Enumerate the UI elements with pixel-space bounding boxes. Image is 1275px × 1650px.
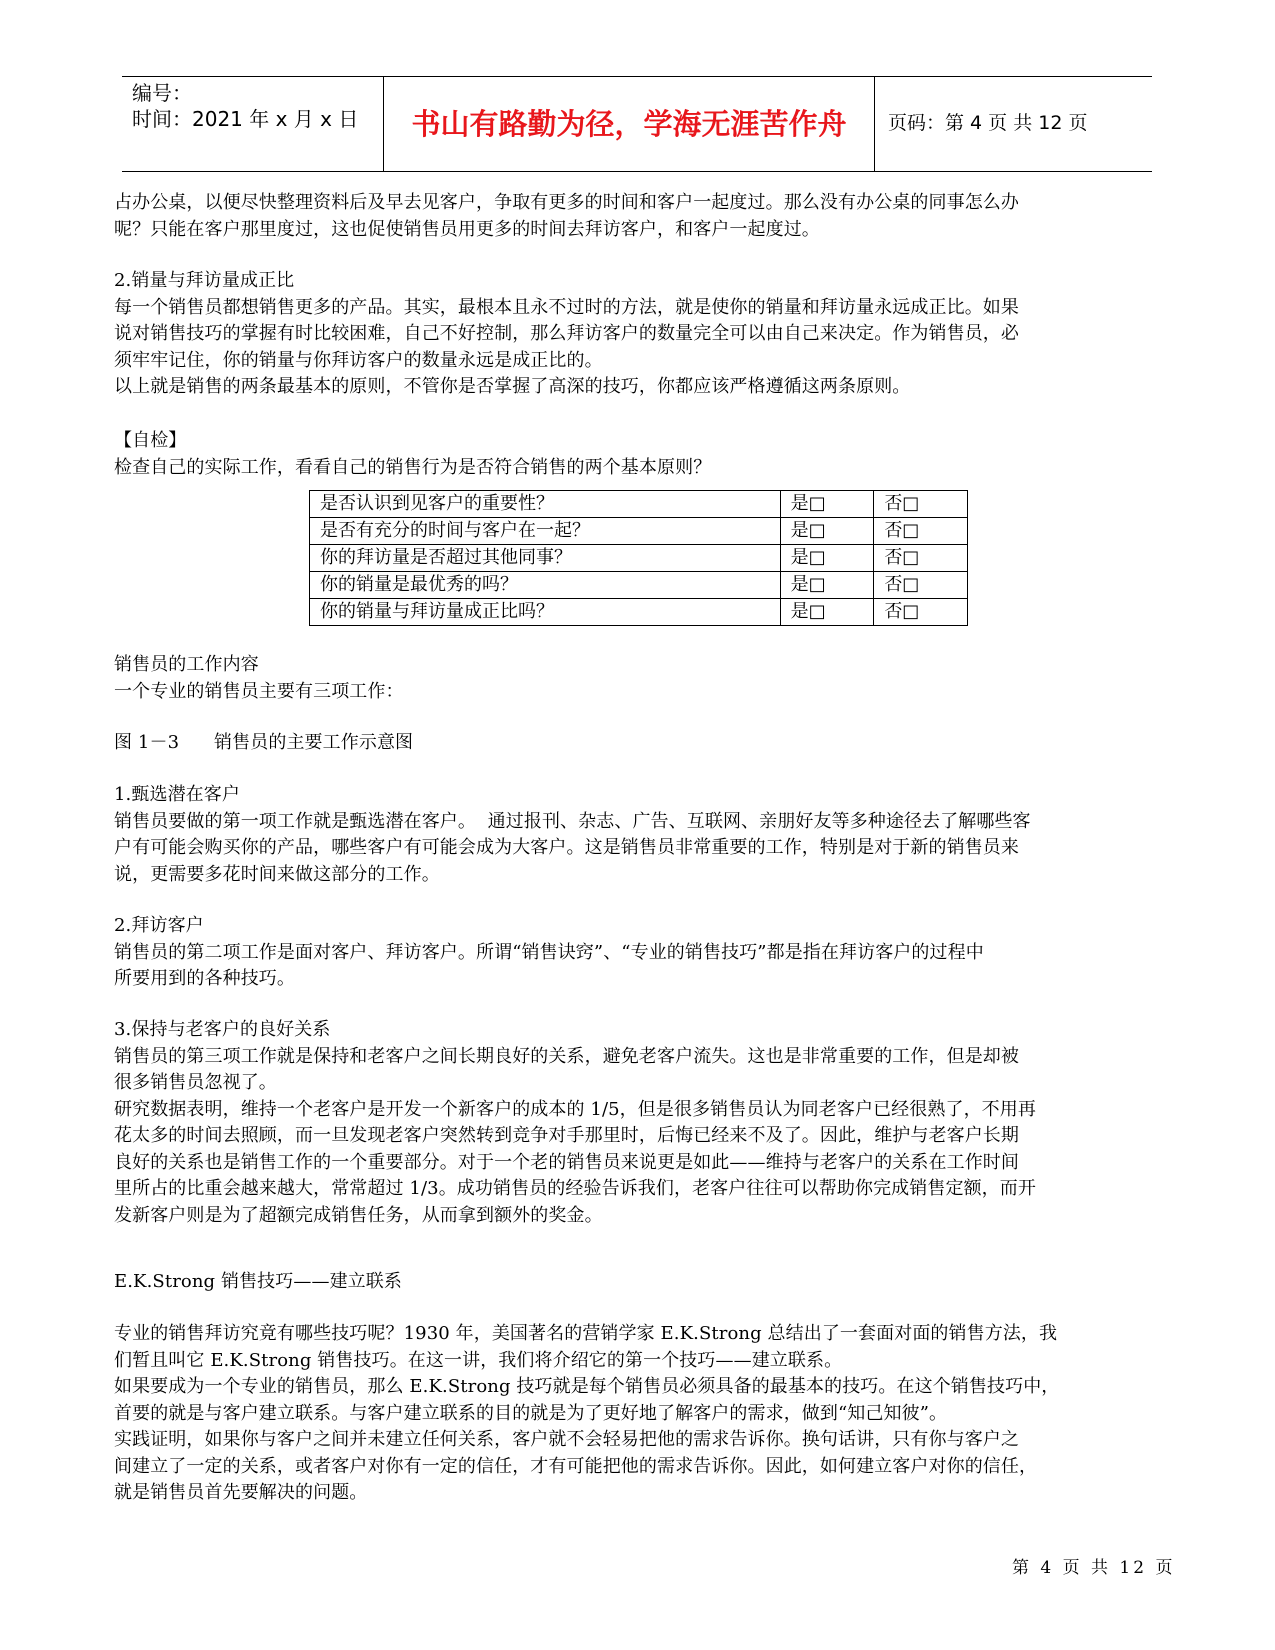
text-line: 里所占的比重会越来越大，常常超过 1/3。成功销售员的经验告诉我们，老客户往往可以帮助你完成销售定额，而开	[114, 1178, 1036, 1199]
text-line: 花太多的时间去照顾，而一旦发现老客户突然转到竞争对手那里时，后悔已经来不及了。因此，维护与老客户长期	[114, 1125, 1019, 1146]
text-line: 每一个销售员都想销售更多的产品。其实，最根本且永不过时的方法，就是使你的销量和拜访量永远成正比。如果	[114, 296, 1019, 318]
text-line: 们暂且叫它 E.K.Strong 销售技巧。在这一讲，我们将介绍它的第一个技巧——建立联系。	[114, 1349, 843, 1371]
section-heading: 销售员的工作内容	[114, 654, 259, 675]
intro-paragraph	[114, 190, 1164, 243]
document-number-label: 编号：	[132, 81, 192, 105]
text-line: 销售员要做的第一项工作就是甄选潜在客户。 通过报刊、杂志、广告、互联网、亲朋好友等多种途径去了解哪些客	[114, 810, 1031, 832]
no-checkbox[interactable]: 否□	[874, 545, 968, 572]
table-row	[310, 572, 968, 599]
text-line: 说，更需要多花时间来做这部分的工作。	[114, 863, 440, 885]
figure-caption: 图 1－3 销售员的主要工作示意图	[114, 732, 414, 753]
question-cell: 是否认识到见客户的重要性？	[310, 491, 781, 518]
text-line: 占办公桌，以便尽快整理资料后及早去见客户，争取有更多的时间和客户一起度过。那么没有办公桌的同事怎么办	[114, 192, 1019, 213]
section-heading: 2.拜访客户	[114, 915, 204, 936]
table-row	[310, 545, 968, 572]
work-item-retention	[114, 1017, 1164, 1229]
self-check-table	[309, 490, 968, 626]
yes-checkbox[interactable]: 是□	[780, 572, 874, 599]
document-time-label: 时间：2021 年 x 月 x 日	[132, 107, 359, 131]
question-cell: 你的拜访量是否超过其他同事？	[310, 545, 781, 572]
text-line: 良好的关系也是销售工作的一个重要部分。对于一个老的销售员来说更是如此——维持与老客户的关系在工作时间	[114, 1151, 1019, 1173]
text-line: 就是销售员首先要解决的问题。	[114, 1482, 368, 1503]
yes-checkbox[interactable]: 是□	[780, 599, 874, 626]
text-line: 说对销售技巧的掌握有时比较困难，自己不好控制，那么拜访客户的数量完全可以由自己来决定。作为销售员，必	[114, 323, 1019, 344]
no-checkbox[interactable]: 否□	[874, 599, 968, 626]
text-line: 研究数据表明，维持一个老客户是开发一个新客户的成本的 1/5，但是很多销售员认为同老客户已经很熟了，不用再	[114, 1098, 1036, 1120]
question-cell: 你的销量是最优秀的吗？	[310, 572, 781, 599]
header-page-cell	[874, 77, 1152, 171]
yes-checkbox[interactable]: 是□	[780, 518, 874, 545]
section-sales-visits	[114, 268, 1164, 401]
text-line: 首要的就是与客户建立联系。与客户建立联系的目的就是为了更好地了解客户的需求，做到“知己知彼”。	[114, 1402, 948, 1424]
header-left-cell	[122, 77, 382, 171]
no-checkbox[interactable]: 否□	[874, 572, 968, 599]
text-line: 发新客户则是为了超额完成销售任务，从而拿到额外的奖金。	[114, 1204, 603, 1226]
ek-strong-section	[114, 1321, 1164, 1507]
table-row	[310, 518, 968, 545]
text-line: 检查自己的实际工作，看看自己的销售行为是否符合销售的两个基本原则？	[114, 456, 712, 478]
text-line: 须牢牢记住，你的销量与你拜访客户的数量永远是成正比的。	[114, 349, 603, 371]
text-line: 很多销售员忽视了。	[114, 1072, 277, 1093]
text-line: 以上就是销售的两条最基本的原则，不管你是否掌握了高深的技巧，你都应该严格遵循这两条原则。	[114, 376, 911, 397]
table-row	[310, 491, 968, 518]
section-heading: 1.甄选潜在客户	[114, 784, 240, 805]
no-checkbox[interactable]: 否□	[874, 491, 968, 518]
no-checkbox[interactable]: 否□	[874, 518, 968, 545]
text-line: 户有可能会购买你的产品，哪些客户有可能会成为大客户。这是销售员非常重要的工作，特别是对于新的销售员来	[114, 837, 1019, 858]
header-page-info: 页码：第 4 页 共 12 页	[888, 112, 1088, 134]
header-motto-cell	[383, 77, 875, 171]
ek-strong-heading: E.K.Strong 销售技巧——建立联系	[114, 1271, 402, 1292]
text-line: 实践证明，如果你与客户之间并未建立任何关系，客户就不会轻易把他的需求告诉你。换句话讲，只有你与客户之	[114, 1429, 1019, 1450]
yes-checkbox[interactable]: 是□	[780, 545, 874, 572]
work-item-visiting	[114, 913, 1164, 993]
text-line: 如果要成为一个专业的销售员，那么 E.K.Strong 技巧就是每个销售员必须具备的最基本的技巧。在这个销售技巧中，	[114, 1376, 1060, 1397]
page-footer: 第 4 页 共 12 页	[1012, 1558, 1176, 1578]
text-line: 呢？只能在客户那里度过，这也促使销售员用更多的时间去拜访客户，和客户一起度过。	[114, 218, 820, 240]
section-heading: 【自检】	[114, 430, 187, 451]
self-check-section	[114, 428, 1164, 481]
question-cell: 是否有充分的时间与客户在一起？	[310, 518, 781, 545]
page-header	[122, 76, 1152, 172]
text-line: 所要用到的各种技巧。	[114, 968, 295, 989]
work-content-section	[114, 652, 1164, 705]
text-line: 间建立了一定的关系，或者客户对你有一定的信任，才有可能把他的需求告诉你。因此，如何建立客户对你的信任，	[114, 1455, 1038, 1477]
question-cell: 你的销量与拜访量成正比吗？	[310, 599, 781, 626]
yes-checkbox[interactable]: 是□	[780, 491, 874, 518]
text-line: 一个专业的销售员主要有三项工作：	[114, 680, 404, 702]
section-heading: 2.销量与拜访量成正比	[114, 270, 295, 291]
text-line: 销售员的第三项工作就是保持和老客户之间长期良好的关系，避免老客户流失。这也是非常重要的工作，但是却被	[114, 1045, 1019, 1067]
text-line: 销售员的第二项工作是面对客户、拜访客户。所谓“销售诀窍”、“专业的销售技巧”都是指在拜访客户的过程中	[114, 941, 984, 963]
work-item-prospecting	[114, 782, 1164, 888]
table-row	[310, 599, 968, 626]
section-heading: 3.保持与老客户的良好关系	[114, 1019, 331, 1040]
text-line: 专业的销售拜访究竟有哪些技巧呢？1930 年，美国著名的营销学家 E.K.Strong 总结出了一套面对面的销售方法，我	[114, 1323, 1058, 1344]
motto-text: 书山有路勤为径，学海无涯苦作舟	[411, 107, 847, 141]
